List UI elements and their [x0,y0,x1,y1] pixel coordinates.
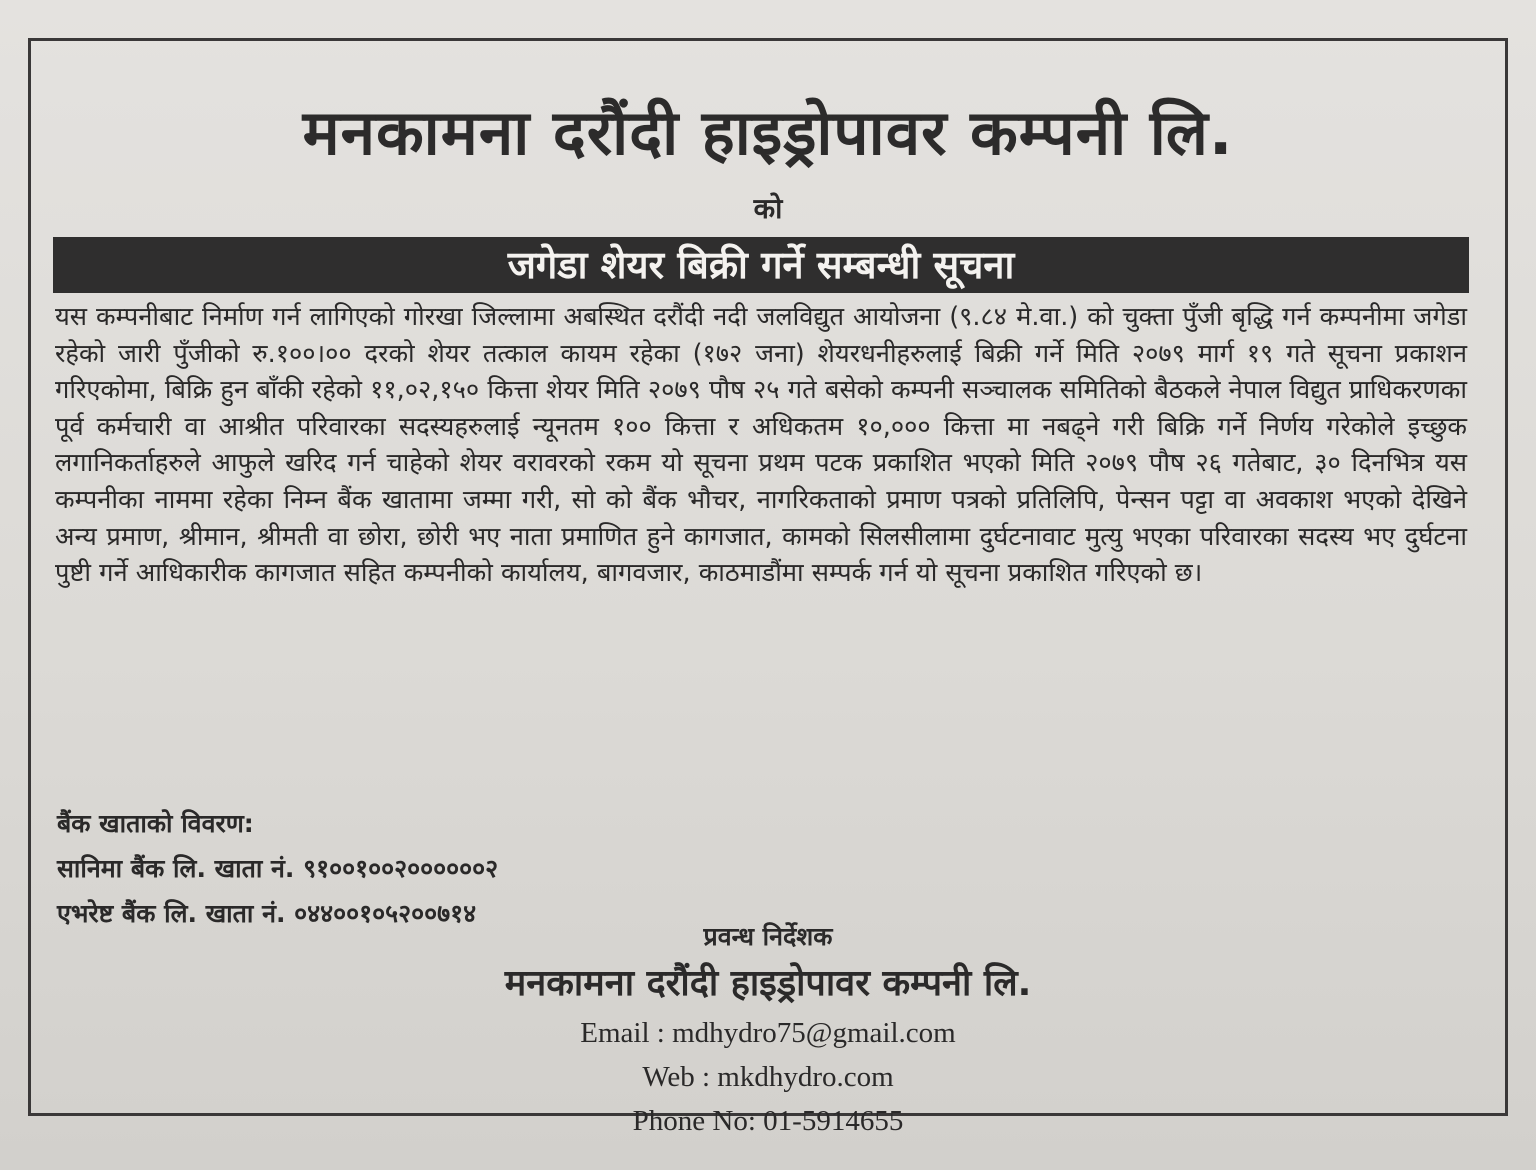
signatory-company: मनकामना दरौंदी हाइड्रोपावर कम्पनी लि. [504,963,1032,1004]
bank-account-sanima: सानिमा बैंक लि. खाता नं. ९१००१००२००००००२ [57,854,499,883]
company-title: मनकामना दरौंदी हाइड्रोपावर कम्पनी लि. [302,96,1234,169]
notice-title-bar: जगेडा शेयर बिक्री गर्ने सम्बन्धी सूचना [53,237,1469,293]
notice-body-paragraph: यस कम्पनीबाट निर्माण गर्न लागिएको गोरखा जिल्लामा अबस्थित दरौंदी नदी जलविद्युत आयोजना (९.८४ मे.वा.) को चुक्ता पुँजी बृद्धि गर्न कम्पनीमा जगेडा रहेको जारी पुँजीको रु.१००।०० दरको शेयर तत्काल कायम रहेका (१७२ जना) शेयरधनीहरुलाई बिक्री गर्ने मिति २०७९ मार्ग १९ गते सूचना प्रकाशन गरिएकोमा, बिक्रि हुन बाँकी रहेको ११,०२,१५० कित्ता शेयर मिति २०७९ पौष २५ गते बसेको कम्पनी सञ्चालक समितिको बैठकले नेपाल विद्युत प्राधिकरणका पूर्व कर्मचारी वा आश्रीत परिवारका सदस्यहरुलाई न्यूनतम १०० कित्ता र अधिकतम १०,००० कित्ता मा नबढ्ने गरी बिक्रि गर्ने निर्णय गरेकोले इच्छुक लगानिकर्ताहरुले आफुले खरिद गर्न चाहेको शेयर वरावरको रकम यो सूचना प्रथम पटक प्रकाशित भएको मिति २०७९ पौष २६ गतेबाट, ३० दिनभित्र यस कम्पनीका नाममा रहेका निम्न बैंक खातामा जम्मा गरी, सो को बैंक भौचर, नागरिकताको प्रमाण पत्रको प्रतिलिपि, पेन्सन पट्टा वा अवकाश भएको देखिने अन्य प्रमाण, श्रीमान, श्रीमती वा छोरा, छोरी भए नाता प्रमाणित हुने कागजात, कामको सिलसीलामा दुर्घटनावाट मुत्यु भएका परिवारका सदस्य भए दुर्घटना पुष्टी गर्ने आधिकारीक कागजात सहित कम्पनीको कार्यालय, बागवजार, काठमाडौंमा सम्पर्क गर्न यो सूचना प्रकाशित गरिएको छ। [55,302,1467,589]
contact-web: Web : mkdhydro.com [642,1061,894,1093]
bank-details-section [57,801,498,936]
bank-details-heading: बैंक खाताको विवरण: [57,809,254,838]
contact-email: Email : mdhydro75@gmail.com [580,1017,956,1049]
ko-label: को [753,192,783,225]
signature-block [31,917,1505,1143]
contact-phone: Phone No: 01-5914655 [632,1105,904,1137]
notice-border-box [28,38,1508,1137]
bank-account-everest: एभरेष्ट बैंक लि. खाता नं. ०४४००१०५२००७१४ [57,899,477,928]
signatory-role: प्रवन्ध निर्देशक [703,922,833,951]
